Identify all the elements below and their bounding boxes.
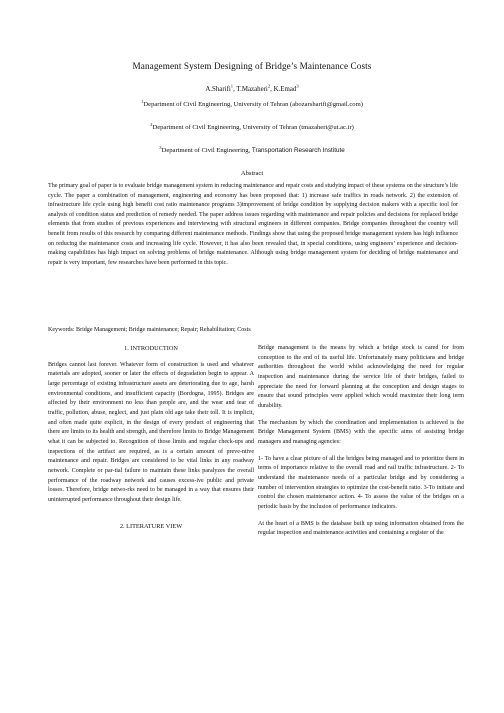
- bms-paragraph-4: At the heart of a BMS is the database built up using information obtained from the regular inspection and maintenance activities and containing a register of the: [258, 520, 464, 537]
- affiliation-2-sup: 2: [150, 121, 153, 127]
- paper-title: Management System Designing of Bridge’s Maintenance Costs: [132, 61, 372, 71]
- right-column: [258, 344, 464, 546]
- author-3: K.Emad: [273, 86, 297, 93]
- affiliation-3-institute: Transportation Research Institute: [251, 147, 345, 154]
- left-column: [48, 344, 254, 538]
- author-1: A.Sharifi: [205, 86, 231, 93]
- bms-aims-list: 1- To have a clear picture of all the bridges being managed and to prioritize them in terms of importance relative to the overall road and rail traffic infrastructure. 2- To understand the maintenance needs of a particular bridge and by considering a number of intervention strategies to optimize the cost-benefit ratio. 3-To initiate and control the chosen maintenance action. 4- To assess the value of the bridges on a periodic basis by the inclusion of performance indicators.: [258, 455, 464, 510]
- affiliation-1-text: Department of Civil Engineering, University of Tehran (abozarsharifi@gmail.com): [143, 101, 363, 108]
- author-1-sup: 1: [230, 83, 234, 89]
- introduction-heading: 1. INTRODUCTION: [124, 345, 178, 352]
- author-list: A.Sharifi$^1$, T.Mazaheri$^2$, K.Emad$^3$: [205, 83, 299, 93]
- literature-heading: 2. LITERATURE VIEW: [119, 522, 183, 530]
- abstract-heading: Abstract: [240, 170, 264, 177]
- affiliation-3-sup: 3: [159, 144, 162, 150]
- author-2: T.Mazaheri: [236, 86, 268, 93]
- affiliation-3: [0, 144, 504, 154]
- affiliation-1: [0, 98, 504, 108]
- keywords: Keywords: Bridge Management; Bridge maintenance; Repair; Rehabilitation; Costs: [48, 327, 251, 333]
- affiliation-2: [0, 121, 504, 131]
- bms-paragraph-1: Bridge management is the means by which a bridge stock is cared for from conception to the end of its useful life. Unfortunately many politicians and bridge authorities throughout the world whilst acknowledging the need for regular inspection and maintenance during the service life of their bridges, failed to appreciate the need for forward planning at the conception and design stages to ensure that sound principles were applied which would maximize their long term durability.: [258, 345, 464, 409]
- abstract-body: The primary goal of paper is to evaluate bridge management system in reducing maintenance and repair costs and studying impact of these systems on the structure’s life cycle. The paper a combination of management, engineering and economy has been proposed that: 1) increase safe traffics in roads network. 2) the extension of infrastructure life cycle using high benefit cost ratio maintenance programs 3)improvement of bridge condition by supplying decision makers with a specific tool for analysis of condition status and prediction of remedy needed. The paper address issues regarding with maintenance and repair policies and decisions for replaced bridge elements that from studies of previous experiences and interviewing with structural engineers in different companies. Bridge companies throughout the country will benefit from results of this research by comparing different maintenance methods. Findings show that using the proposed bridge management system has high influence on reducing the maintenance costs and increasing life cycle. However, it has also been revealed that, in special conditions, using engineers’ experience and decision-making capabilities has high impact on solving problems of bridge maintenance. Although using bridge management system for deciding of bridge maintenance and repair is very important, few researches have been performed in this topic.: [48, 183, 458, 266]
- author-2-sup: 2: [267, 83, 271, 89]
- affiliation-2-text: Department of Civil Engineering, University of Tehran (tmazaheri@ut.ac.ir): [152, 124, 354, 131]
- introduction-paragraph: Bridges cannot last forever. Whatever form of construction is used and whatever materials are adopted, sooner or later the effects of degradation begin to appear. A large percentage of existing infrastructure assets are deteriorating due to age, harsh environmental conditions, and insufficient capacity (Bordogna, 1995). Bridges are affected by their environment no less than people are, and the wear and tear of traffic, pollution, abuse, neglect, and just plain old age take their toll. It is implicit, and often made quite explicit, in the design of every product of engineering that there are limits to its health and strength, and therefore limits to Bridge Management what it can be subjected to. Recognition of those limits and regular check-ups and inspections of the artifact are required, as is a certain amount of preve-ntive maintenance and repair. Bridges are considered to be vital links in any roadway network. Complete or par-tial failure to maintain these links paralyzes the overall performance of the roadway network and causes excess-ive public and private losses. Therefore, bridge netwo-rks need to be managed in a way that ensures their uninterrupted performance throughout their design life.: [48, 361, 254, 503]
- bms-paragraph-2: The mechanism by which the coordination and implementation is achieved is the Bridge Management System (BMS) with the specific aims of assisting bridge managers and managing agencies:: [258, 419, 464, 445]
- author-3-sup: 3: [296, 83, 299, 89]
- affiliation-3-dept: Department of Civil Engineering,: [161, 147, 252, 154]
- affiliation-1-sup: 1: [141, 98, 144, 104]
